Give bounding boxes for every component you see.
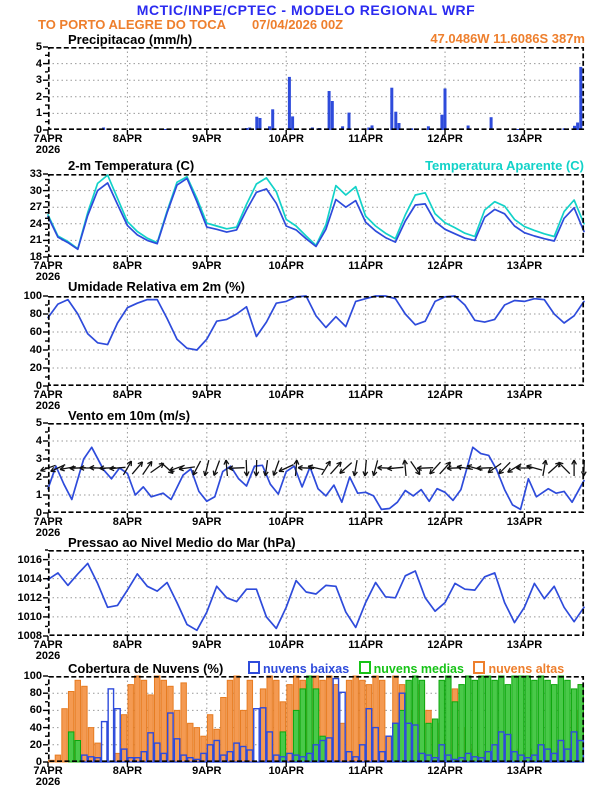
y-tick-label: 0 [35, 124, 42, 136]
y-tick-label: 30 [29, 184, 42, 197]
x-tick-label: 10APR [268, 389, 304, 401]
x-tick-label: 7APR [33, 639, 63, 651]
x-tick-label: 10APR [268, 639, 304, 651]
x-tick-label: 10APR [268, 260, 304, 272]
y-tick-label: 100 [23, 670, 42, 682]
chart-precipitacao [33, 41, 584, 156]
x-tick-label: 13APR [506, 639, 543, 651]
y-tick-label: 5 [35, 417, 42, 429]
y-tick-label: 24 [29, 217, 42, 230]
x-tick-label: 11APR [348, 765, 384, 777]
y-tick-label: 3 [35, 453, 42, 465]
x-tick-label: 8APR [112, 260, 143, 272]
y-tick-label: 0 [35, 756, 42, 768]
panel-title-pressao: Pressao ao Nivel Medio do Mar (hPa) [68, 535, 296, 550]
x-tick-label: 8APR [112, 516, 143, 528]
x-tick-label: 7APR [33, 133, 63, 145]
station-line [38, 17, 343, 32]
page-title: MCTIC/INPE/CPTEC - MODELO REGIONAL WRF [136, 2, 476, 18]
y-tick-label: 1012 [17, 591, 42, 604]
y-tick-label: 1016 [17, 553, 42, 566]
x-tick-label: 13APR [506, 765, 543, 777]
chart-temperatura [29, 168, 584, 283]
y-tick-label: 20 [29, 738, 42, 751]
chart-nuvens [23, 670, 584, 788]
plot-svg-2 [48, 296, 584, 386]
y-tick-label: 60 [29, 326, 42, 338]
x-tick-label: 9APR [192, 765, 222, 777]
x-tick-label: 12APR [427, 516, 463, 528]
x-tick-label: 8APR [112, 765, 143, 777]
x-tick-label: 9APR [192, 260, 222, 272]
panel-title-umidade: Umidade Relativa em 2m (%) [68, 279, 246, 294]
x-tick-label: 12APR [427, 389, 463, 401]
y-tick-label: 40 [29, 344, 42, 356]
panel-title-temperatura: 2-m Temperatura (C) [68, 158, 195, 173]
x-tick-year: 2026 [35, 271, 61, 283]
orange-square-icon [473, 661, 485, 674]
x-tick-label: 7APR [33, 389, 63, 401]
x-tick-label: 7APR [33, 260, 63, 272]
legend-item-nuvens-altas [473, 662, 564, 676]
x-tick-year: 2026 [35, 144, 61, 156]
y-tick-label: 5 [35, 41, 42, 53]
x-tick-label: 8APR [112, 389, 143, 401]
x-tick-label: 10APR [268, 133, 304, 145]
x-tick-label: 11APR [348, 516, 384, 528]
x-tick-label: 11APR [348, 389, 384, 401]
legend-label-altas: nuvens altas [488, 662, 565, 676]
legend-item-nuvens-medias [359, 662, 464, 676]
panel-title-precipitacao: Precipitacao (mm/h) [68, 32, 193, 47]
plot-svg-4 [48, 550, 584, 636]
x-tick-label: 12APR [427, 765, 463, 777]
coords-line: 47.0486W 11.6086S 387m [430, 31, 585, 46]
plot-svg-0 [48, 47, 584, 130]
x-tick-label: 13APR [506, 133, 543, 145]
chart-pressao [17, 550, 584, 662]
x-tick-label: 7APR [33, 516, 63, 528]
x-tick-label: 8APR [112, 639, 143, 651]
x-tick-label: 9APR [192, 389, 222, 401]
y-tick-label: 80 [29, 687, 42, 700]
legend-temperatura-aparente: Temperatura Aparente (C) [425, 158, 584, 173]
x-tick-label: 13APR [506, 389, 543, 401]
x-tick-label: 11APR [348, 260, 384, 272]
x-tick-year: 2026 [35, 650, 61, 662]
green-square-icon [359, 661, 371, 674]
chart-umidade [23, 290, 584, 412]
x-tick-label: 12APR [427, 639, 463, 651]
x-tick-label: 12APR [427, 260, 463, 272]
plot-svg-1 [48, 174, 584, 257]
y-tick-label: 1014 [17, 572, 42, 585]
y-tick-label: 21 [29, 234, 42, 247]
legend-label-medias: nuvens medias [373, 662, 464, 676]
x-tick-label: 11APR [348, 133, 384, 145]
y-tick-label: 60 [29, 704, 42, 717]
legend-label-baixas: nuvens baixas [263, 662, 350, 676]
clouds-legend [248, 661, 570, 676]
y-tick-label: 2 [35, 90, 42, 103]
x-tick-year: 2026 [35, 527, 61, 539]
x-tick-label: 10APR [268, 765, 304, 777]
run-datetime: 07/04/2026 00Z [252, 17, 344, 32]
y-tick-label: 1 [35, 489, 42, 501]
x-tick-label: 7APR [33, 765, 63, 777]
x-tick-label: 8APR [112, 133, 143, 145]
x-tick-label: 9APR [192, 639, 222, 651]
y-tick-label: 3 [35, 74, 42, 87]
y-tick-label: 100 [23, 290, 42, 302]
y-tick-label: 0 [35, 507, 42, 519]
plot-svg-5 [48, 676, 584, 762]
y-tick-label: 1 [35, 107, 42, 120]
y-tick-label: 1008 [17, 630, 42, 642]
y-tick-label: 33 [29, 168, 42, 180]
x-tick-label: 9APR [192, 133, 222, 145]
station-name: TO PORTO ALEGRE DO TOCA [38, 17, 227, 32]
panel-title-nuvens: Cobertura de Nuvens (%) [68, 661, 224, 676]
plot-svg-3 [48, 423, 584, 513]
blue-square-icon [248, 661, 260, 674]
x-tick-label: 9APR [192, 516, 222, 528]
y-tick-label: 4 [35, 435, 42, 447]
y-tick-label: 0 [35, 380, 42, 392]
x-tick-label: 13APR [506, 260, 543, 272]
legend-item-nuvens-baixas [248, 662, 349, 676]
panel-title-vento: Vento em 10m (m/s) [68, 408, 191, 423]
y-tick-label: 80 [29, 308, 42, 320]
x-tick-label: 13APR [506, 516, 543, 528]
y-tick-label: 1010 [17, 610, 42, 623]
y-tick-label: 2 [35, 471, 42, 483]
x-tick-label: 10APR [268, 516, 304, 528]
x-tick-label: 12APR [427, 133, 463, 145]
x-tick-year: 2026 [35, 776, 61, 788]
y-tick-label: 40 [29, 721, 42, 734]
y-tick-label: 20 [29, 362, 42, 374]
x-tick-label: 11APR [348, 639, 384, 651]
x-tick-year: 2026 [35, 400, 61, 412]
chart-vento [33, 417, 584, 539]
y-tick-label: 27 [29, 201, 42, 214]
y-tick-label: 18 [29, 251, 42, 263]
y-tick-label: 4 [35, 57, 42, 70]
